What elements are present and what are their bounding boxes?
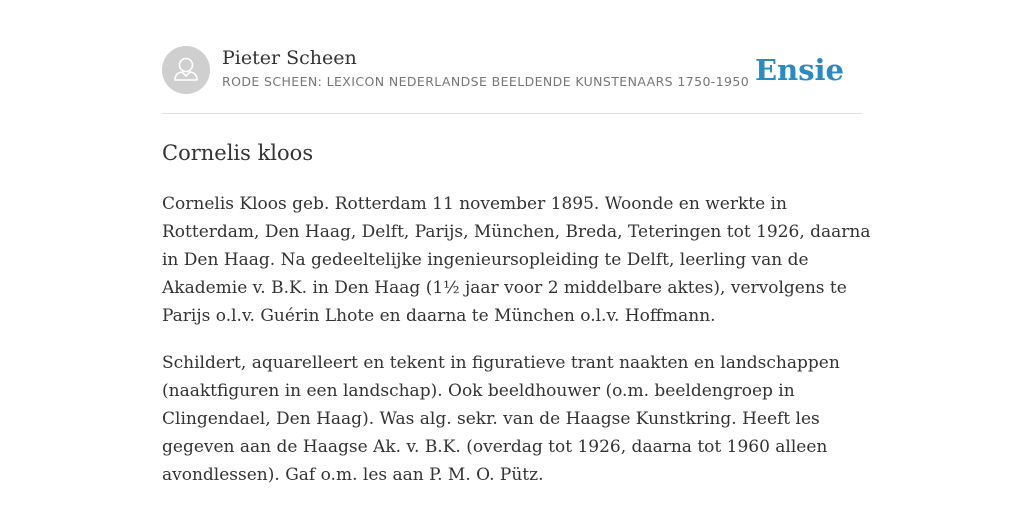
header-divider [162,113,862,114]
text-line: Cornelis Kloos geb. Rotterdam 11 november 1895. Woonde en werkte in [162,194,787,214]
text-line: Rotterdam, Den Haag, Delft, Parijs, München, Breda, Teteringen tot 1926, daarna [162,222,871,242]
author-name[interactable]: Pieter Scheen [222,47,357,69]
ensie-logo[interactable]: Ensie [755,53,844,87]
article-body [162,190,871,508]
paragraph-2 [162,349,862,489]
source-title[interactable]: RODE SCHEEN: LEXICON NEDERLANDSE BEELDENDE KUNSTENAARS 1750-1950 [222,74,750,89]
text-line: Clingendael, Den Haag). Was alg. sekr. van de Haagse Kunstkring. Heeft les [162,409,820,429]
article-header [162,46,862,96]
article-card [162,0,871,512]
article-title: Cornelis kloos [162,141,314,165]
text-line: Schildert, aquarelleert en tekent in figuratieve trant naakten en landschappen [162,353,840,373]
text-line: in Den Haag. Na gedeeltelijke ingenieursopleiding te Delft, leerling van de [162,250,809,270]
user-placeholder-icon[interactable] [162,46,210,94]
text-line: Parijs o.l.v. Guérin Lhote en daarna te München o.l.v. Hoffmann. [162,306,716,326]
paragraph-1 [162,190,871,330]
text-line: Akademie v. B.K. in Den Haag (1½ jaar voor 2 middelbare aktes), vervolgens te [162,278,847,298]
text-line: gegeven aan de Haagse Ak. v. B.K. (overdag tot 1926, daarna tot 1960 alleen [162,437,828,457]
text-line: (naaktfiguren in een landschap). Ook beeldhouwer (o.m. beeldengroep in [162,381,795,401]
text-line: avondlessen). Gaf o.m. les aan P. M. O. Pütz. [162,465,544,485]
